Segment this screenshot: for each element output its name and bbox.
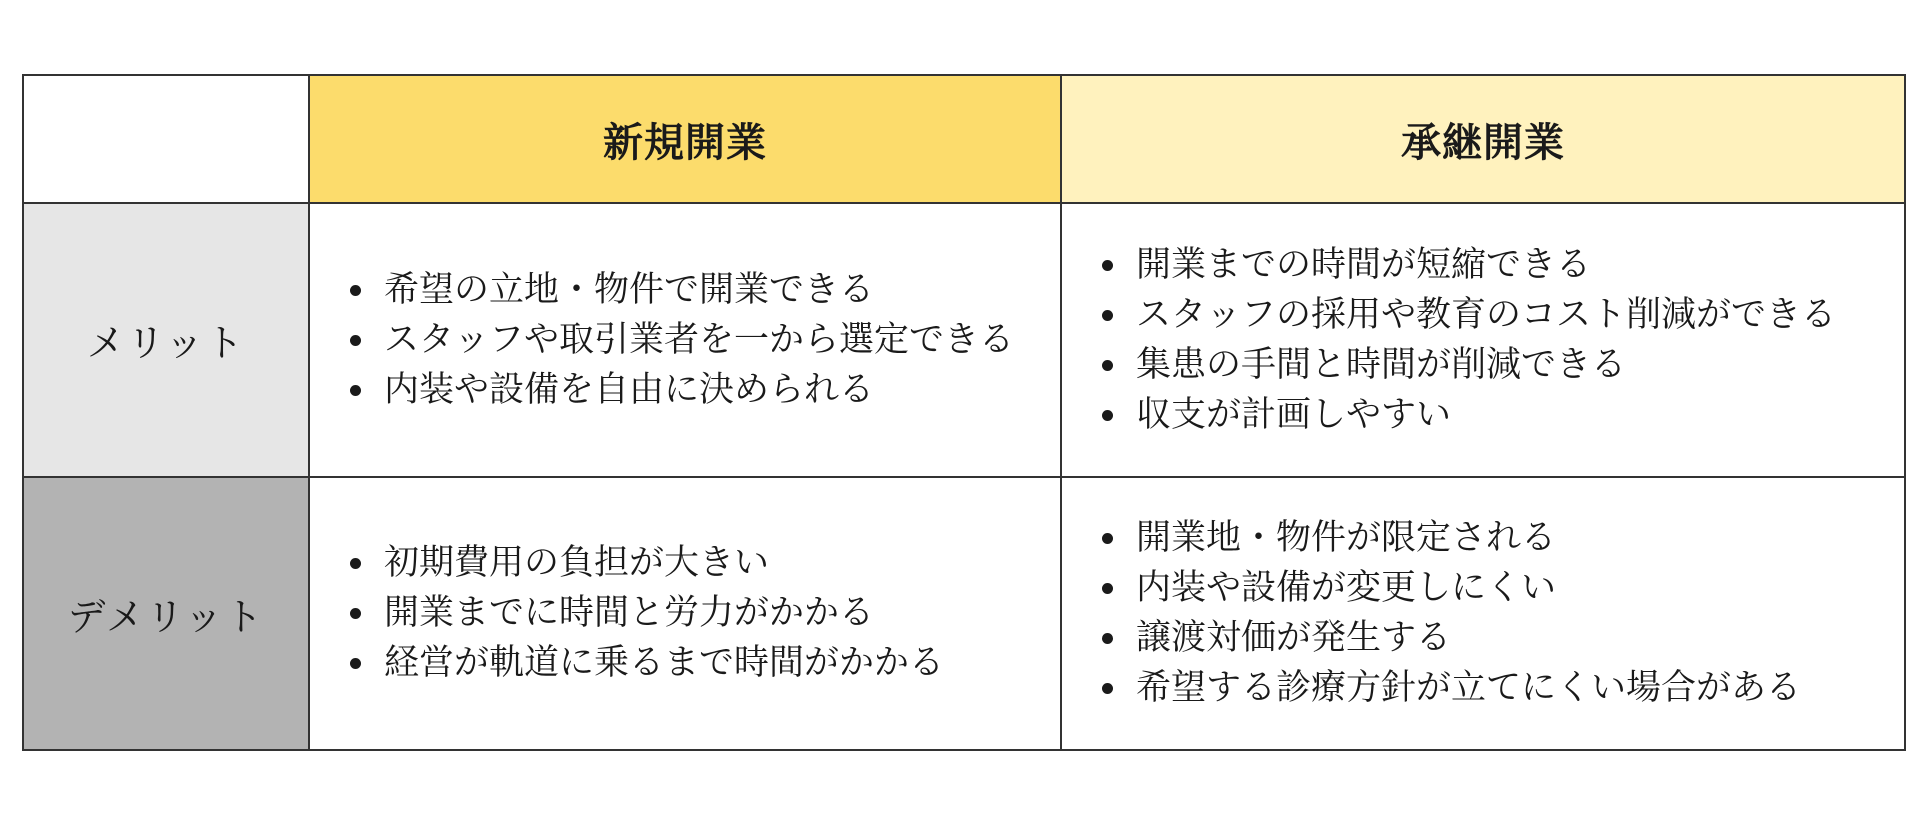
list-item [346, 315, 1060, 365]
header-row [23, 75, 1905, 203]
list-item-text: 内装や設備を自由に決められる [384, 369, 875, 410]
list-item [1098, 613, 1904, 663]
list-item-text: 開業までの時間が短縮できる [1136, 244, 1592, 285]
bullet-icon [1102, 260, 1113, 271]
list-item-text: 集患の手間と時間が削減できる [1136, 344, 1627, 385]
header-succession: 承継開業 [1061, 75, 1905, 203]
list-item-text: 収支が計画しやすい [1136, 394, 1452, 435]
list-item-text: 経営が軌道に乗るまで時間がかかる [384, 643, 945, 684]
merit-succession-cell [1061, 203, 1905, 476]
list-item [346, 538, 1060, 588]
list-item-text: スタッフや取引業者を一から選定できる [384, 319, 1015, 360]
merit-new-business-list [310, 265, 1060, 415]
list-item [346, 265, 1060, 315]
demerit-new-business-list [310, 538, 1060, 688]
header-new-business: 新規開業 [309, 75, 1061, 203]
bullet-icon [350, 335, 361, 346]
bullet-icon [1102, 583, 1113, 594]
list-item-text: 譲渡対価が発生する [1136, 618, 1452, 659]
list-item [1098, 290, 1904, 340]
list-item-text: 内装や設備が変更しにくい [1136, 568, 1557, 609]
comparison-table [22, 74, 1906, 751]
demerit-new-business-cell [309, 477, 1061, 750]
bullet-icon [1102, 410, 1113, 421]
merit-label: メリット [23, 203, 309, 476]
list-item [346, 638, 1060, 688]
list-item-text: 初期費用の負担が大きい [384, 543, 770, 584]
bullet-icon [350, 385, 361, 396]
demerit-succession-cell [1061, 477, 1905, 750]
demerit-succession-list [1062, 513, 1904, 713]
list-item-text: 希望する診療方針が立てにくい場合がある [1136, 668, 1802, 709]
list-item [1098, 563, 1904, 613]
bullet-icon [1102, 310, 1113, 321]
list-item-text: 開業までに時間と労力がかかる [384, 593, 875, 634]
bullet-icon [350, 558, 361, 569]
list-item [346, 588, 1060, 638]
list-item [1098, 390, 1904, 440]
list-item [346, 365, 1060, 415]
bullet-icon [350, 608, 361, 619]
bullet-icon [1102, 683, 1113, 694]
list-item-text: 開業地・物件が限定される [1136, 518, 1557, 559]
list-item [1098, 240, 1904, 290]
corner-cell [23, 75, 309, 203]
bullet-icon [350, 658, 361, 669]
merit-succession-list [1062, 240, 1904, 440]
bullet-icon [1102, 633, 1113, 644]
list-item-text: 希望の立地・物件で開業できる [384, 269, 875, 310]
bullet-icon [1102, 533, 1113, 544]
list-item [1098, 513, 1904, 563]
list-item [1098, 663, 1904, 713]
list-item [1098, 340, 1904, 390]
demerit-row [23, 477, 1905, 750]
bullet-icon [350, 285, 361, 296]
list-item-text: スタッフの採用や教育のコスト削減ができる [1136, 294, 1837, 335]
bullet-icon [1102, 360, 1113, 371]
merit-row [23, 203, 1905, 476]
demerit-label: デメリット [23, 477, 309, 750]
merit-new-business-cell [309, 203, 1061, 476]
